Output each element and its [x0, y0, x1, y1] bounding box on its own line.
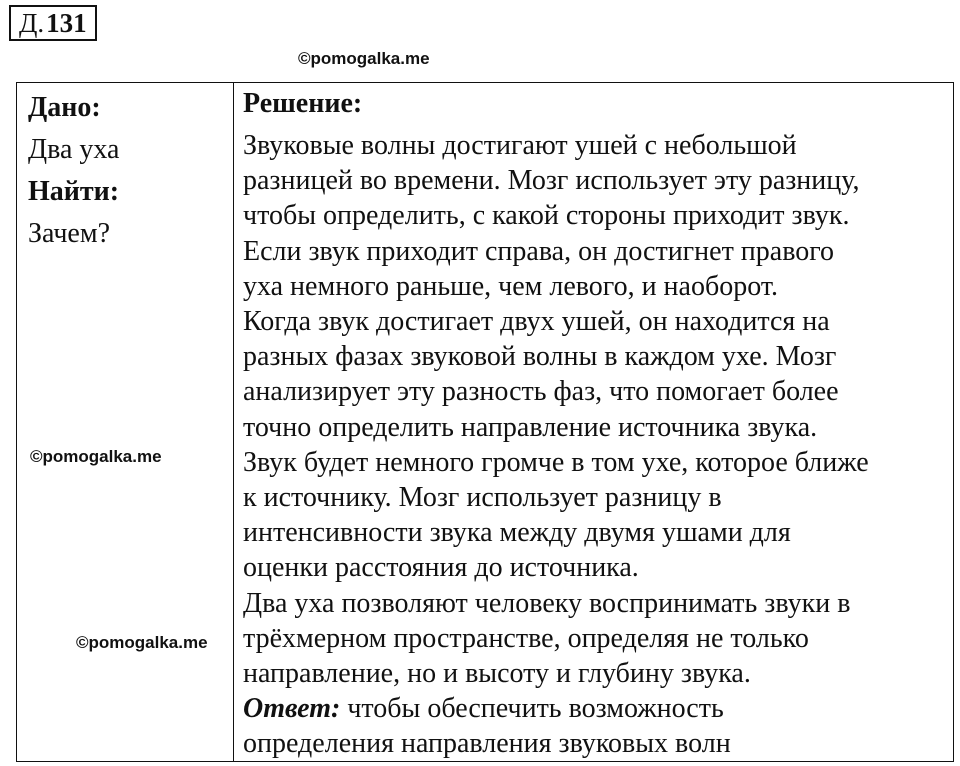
solution-line: чтобы определить, с какой стороны приходит звук. [243, 200, 850, 232]
solution-body [243, 128, 953, 762]
find-header: Найти: [28, 176, 120, 207]
solution-line: разных фазах звуковой волны в каждом ухе. Мозг [243, 341, 837, 373]
solution-line: уха немного раньше, чем левого, и наоборот. [243, 270, 778, 302]
answer-label: Ответ: [243, 693, 341, 725]
solution-line: разницей во времени. Мозг использует эту разницу, [243, 165, 860, 197]
solution-line: точно определить направление источника звука. [243, 411, 818, 443]
solution-column [243, 87, 953, 762]
find-value: Зачем? [28, 218, 110, 249]
solution-line: к источнику. Мозг использует разницу в [243, 482, 722, 514]
watermark-middle: ©pomogalka.me [30, 447, 162, 466]
solution-line: Звуковые волны достигают ушей с небольшой [243, 130, 797, 161]
solution-line: трёхмерном пространстве, определяя не только [243, 622, 809, 654]
answer-text: чтобы обеспечить возможность [340, 693, 724, 725]
given-column [28, 87, 119, 255]
answer-line [243, 691, 953, 726]
solution-line: оценки расстояния до источника. [243, 552, 639, 584]
solution-line: интенсивности звука между двумя ушами для [243, 517, 791, 549]
solution-line: Два уха позволяют человеку воспринимать звуки в [243, 587, 851, 619]
task-number-badge [9, 5, 97, 41]
solution-line: направление, но и высоту и глубину звука. [243, 658, 751, 690]
solution-line: Когда звук достигает двух ушей, он находится на [243, 306, 830, 338]
task-prefix: Д. [19, 7, 45, 38]
task-number: 131 [46, 7, 87, 38]
solution-line: Если звук приходит справа, он достигнет правого [243, 235, 835, 267]
solution-header: Решение: [243, 88, 363, 119]
watermark-top: ©pomogalka.me [298, 49, 430, 68]
watermark-bottom: ©pomogalka.me [76, 633, 208, 652]
given-header: Дано: [28, 92, 101, 123]
column-divider [233, 83, 234, 761]
answer-line-continued: определения направления звуковых волн [243, 728, 731, 760]
solution-line: анализирует эту разность фаз, что помогает более [243, 376, 839, 408]
given-value: Два уха [28, 134, 120, 165]
solution-line: Звук будет немного громче в том ухе, которое ближе [243, 446, 869, 478]
